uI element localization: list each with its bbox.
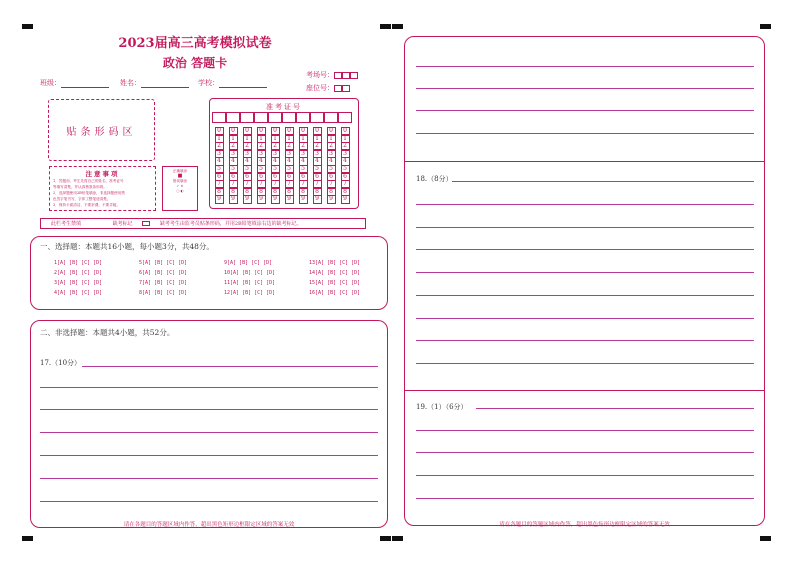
digit-bubble[interactable]: 0	[338, 127, 352, 135]
absent-bar: 此栏考生禁填 缺考标记 缺考考生由监考员贴条形码，并用2B铅笔填涂右边的缺考标记。	[40, 218, 366, 229]
digit-bubble[interactable]: 4	[226, 157, 240, 165]
answer-line[interactable]	[416, 88, 754, 89]
digit-bubble[interactable]: 5	[268, 165, 282, 173]
question-18-label: 18.（8分）	[416, 175, 453, 183]
digit-bubble[interactable]: 2	[282, 142, 296, 150]
digit-bubble[interactable]: 7	[324, 180, 338, 188]
digit-bubble[interactable]: 0	[240, 127, 254, 135]
mcq-item-16[interactable]: 16[A] [B] [C] [D]	[309, 290, 361, 296]
digit-bubble[interactable]: 4	[212, 157, 226, 165]
answer-line[interactable]	[416, 249, 754, 250]
digit-bubble[interactable]: 9	[254, 195, 268, 203]
mcq-item-8[interactable]: 8[A] [B] [C] [D]	[139, 290, 188, 296]
digit-bubble[interactable]: 7	[282, 180, 296, 188]
mcq-item-2[interactable]: 2[A] [B] [C] [D]	[54, 270, 103, 276]
digit-bubble[interactable]: 2	[240, 142, 254, 150]
digit-bubble[interactable]: 9	[240, 195, 254, 203]
digit-bubble[interactable]: 0	[254, 127, 268, 135]
answer-line[interactable]	[416, 363, 754, 364]
footer-note-right: 请在各题目的答题区域内作答，超出黑色矩形边框限定区域的答案无效	[499, 522, 670, 528]
mcq-item-5[interactable]: 5[A] [B] [C] [D]	[139, 260, 188, 266]
digit-bubble[interactable]: 9	[338, 195, 352, 203]
exam-room-field[interactable]: 考场号：	[306, 70, 358, 80]
digit-bubble[interactable]: 1	[296, 135, 310, 143]
digit-bubble[interactable]: 3	[254, 150, 268, 158]
digit-bubble[interactable]: 3	[212, 150, 226, 158]
timing-mark	[392, 536, 403, 541]
digit-bubble[interactable]: 3	[268, 150, 282, 158]
digit-bubble[interactable]: 1	[324, 135, 338, 143]
exam-number-cells[interactable]	[212, 112, 352, 123]
digit-bubble[interactable]: 6	[268, 173, 282, 181]
digit-bubble[interactable]: 9	[324, 195, 338, 203]
section-divider	[404, 390, 765, 391]
digit-bubble[interactable]: 5	[282, 165, 296, 173]
digit-bubble[interactable]: 1	[212, 135, 226, 143]
digit-bubble[interactable]: 1	[254, 135, 268, 143]
digit-bubble[interactable]: 2	[296, 142, 310, 150]
digit-bubble[interactable]: 1	[282, 135, 296, 143]
answer-line[interactable]	[416, 498, 754, 499]
digit-bubble[interactable]: 6	[212, 173, 226, 181]
digit-bubble[interactable]: 1	[240, 135, 254, 143]
section1-title: 一、选择题：本题共16小题，每小题3分，共48分。	[40, 242, 214, 251]
digit-bubble[interactable]: 6	[324, 173, 338, 181]
mcq-item-13[interactable]: 13[A] [B] [C] [D]	[309, 260, 361, 266]
mcq-item-10[interactable]: 10[A] [B] [C] [D]	[224, 270, 276, 276]
answer-line[interactable]	[416, 66, 754, 67]
digit-bubble[interactable]: 2	[338, 142, 352, 150]
seat-field[interactable]: 座位号：	[306, 83, 350, 93]
digit-bubble[interactable]: 0	[310, 127, 324, 135]
digit-bubble[interactable]: 6	[338, 173, 352, 181]
digit-bubble[interactable]: 1	[226, 135, 240, 143]
timing-mark	[392, 24, 403, 29]
digit-bubble[interactable]: 6	[310, 173, 324, 181]
notes-line: 1．答题前，考生先将自己的姓名、准考证号	[53, 179, 124, 183]
digit-bubble[interactable]: 5	[310, 165, 324, 173]
digit-bubble[interactable]: 7	[310, 180, 324, 188]
mcq-item-7[interactable]: 7[A] [B] [C] [D]	[139, 280, 188, 286]
answer-line[interactable]	[40, 478, 378, 479]
digit-bubble[interactable]: 3	[240, 150, 254, 158]
digit-bubble[interactable]: 9	[296, 195, 310, 203]
digit-row	[212, 195, 352, 203]
digit-bubble[interactable]: 8	[338, 188, 352, 196]
timing-mark	[380, 24, 391, 29]
digit-bubble[interactable]: 5	[296, 165, 310, 173]
digit-bubble[interactable]: 6	[296, 173, 310, 181]
digit-bubble[interactable]: 2	[268, 142, 282, 150]
digit-bubble[interactable]: 8	[296, 188, 310, 196]
digit-bubble[interactable]: 8	[310, 188, 324, 196]
digit-bubble[interactable]: 5	[254, 165, 268, 173]
digit-bubble[interactable]: 3	[282, 150, 296, 158]
mcq-item-14[interactable]: 14[A] [B] [C] [D]	[309, 270, 361, 276]
digit-bubble[interactable]: 5	[212, 165, 226, 173]
digit-bubble[interactable]: 3	[338, 150, 352, 158]
digit-bubble[interactable]: 4	[296, 157, 310, 165]
digit-bubble[interactable]: 2	[226, 142, 240, 150]
digit-bubble[interactable]: 5	[240, 165, 254, 173]
answer-line[interactable]	[416, 133, 754, 134]
digit-bubble[interactable]: 6	[282, 173, 296, 181]
notes-box	[49, 166, 156, 211]
digit-bubble[interactable]: 0	[296, 127, 310, 135]
digit-bubble[interactable]: 1	[338, 135, 352, 143]
digit-bubble[interactable]: 4	[254, 157, 268, 165]
digit-bubble[interactable]: 2	[254, 142, 268, 150]
answer-line[interactable]	[416, 430, 754, 431]
page-title: 2023届高三高考模拟试卷	[118, 36, 272, 51]
answer-line[interactable]	[416, 452, 754, 453]
answer-line[interactable]	[416, 272, 754, 273]
digit-bubble[interactable]: 7	[254, 180, 268, 188]
footer-note-left: 请在各题目的答题区域内作答，超出黑色矩形边框限定区域的答案无效	[123, 522, 295, 528]
digit-bubble[interactable]: 3	[296, 150, 310, 158]
mcq-item-6[interactable]: 6[A] [B] [C] [D]	[139, 270, 188, 276]
digit-bubble[interactable]: 7	[296, 180, 310, 188]
digit-bubble[interactable]: 2	[310, 142, 324, 150]
digit-bubble[interactable]: 4	[338, 157, 352, 165]
digit-bubble[interactable]: 9	[268, 195, 282, 203]
section2-title: 二、非选择题：本题共4小题，共52分。	[40, 328, 175, 337]
answer-line[interactable]	[416, 295, 754, 296]
answer-line[interactable]	[476, 408, 754, 409]
digit-bubble[interactable]: 2	[324, 142, 338, 150]
timing-mark	[760, 536, 771, 541]
digit-bubble[interactable]: 4	[310, 157, 324, 165]
mcq-item-3[interactable]: 3[A] [B] [C] [D]	[54, 280, 103, 286]
digit-bubble[interactable]: 3	[324, 150, 338, 158]
digit-bubble[interactable]: 9	[310, 195, 324, 203]
digit-bubble[interactable]: 4	[282, 157, 296, 165]
digit-bubble[interactable]: 9	[226, 195, 240, 203]
digit-bubble[interactable]: 3	[310, 150, 324, 158]
fill-example-box: 正确填涂 ■ 错误填涂 ✓ ✕ ○ ◐	[162, 166, 198, 211]
notes-line: 3．保持卡面清洁，不要折叠，不要弄破。	[53, 203, 120, 207]
digit-bubble[interactable]: 7	[212, 180, 226, 188]
answer-line[interactable]	[40, 501, 378, 502]
digit-bubble[interactable]: 9	[282, 195, 296, 203]
mcq-item-12[interactable]: 12[A] [B] [C] [D]	[224, 290, 276, 296]
mcq-item-4[interactable]: 4[A] [B] [C] [D]	[54, 290, 103, 296]
exam-number-label: 准考证号	[266, 103, 302, 111]
digit-bubble[interactable]: 7	[268, 180, 282, 188]
answer-line[interactable]	[416, 475, 754, 476]
digit-bubble[interactable]: 6	[254, 173, 268, 181]
notes-line: 2．选择题使用2B铅笔填涂，非选择题使用黑	[53, 191, 125, 195]
timing-mark	[22, 536, 33, 541]
exam-number-box	[209, 98, 359, 209]
answer-line[interactable]	[416, 318, 754, 319]
timing-mark	[380, 536, 391, 541]
timing-mark	[760, 24, 771, 29]
notes-heading: 注意事项	[85, 170, 120, 178]
name-field[interactable]: 姓名：	[120, 78, 189, 88]
digit-bubble[interactable]: 7	[240, 180, 254, 188]
school-field[interactable]: 学校：	[198, 78, 267, 88]
digit-bubble[interactable]: 5	[226, 165, 240, 173]
digit-bubble[interactable]: 0	[268, 127, 282, 135]
digit-bubble[interactable]: 8	[226, 188, 240, 196]
digit-bubble[interactable]: 8	[324, 188, 338, 196]
answer-line[interactable]	[40, 432, 378, 433]
question-19-label: 19.（1）（6分）	[416, 403, 468, 411]
digit-bubble[interactable]: 3	[226, 150, 240, 158]
digit-bubble[interactable]: 0	[226, 127, 240, 135]
digit-bubble[interactable]: 4	[268, 157, 282, 165]
answer-line[interactable]	[416, 110, 754, 111]
digit-bubble[interactable]: 8	[240, 188, 254, 196]
digit-bubble[interactable]: 8	[212, 188, 226, 196]
mcq-item-9[interactable]: 9[A] [B] [C] [D]	[224, 260, 273, 266]
digit-bubble[interactable]: 7	[226, 180, 240, 188]
mcq-item-1[interactable]: 1[A] [B] [C] [D]	[54, 260, 103, 266]
notes-line: 等填写清楚，并认真核准条形码。	[53, 185, 107, 189]
digit-bubble[interactable]: 4	[324, 157, 338, 165]
digit-bubble[interactable]: 2	[212, 142, 226, 150]
timing-mark	[22, 24, 33, 29]
digit-bubble[interactable]: 5	[324, 165, 338, 173]
question-17-label: 17.（10分）	[40, 359, 82, 367]
digit-bubble[interactable]: 4	[240, 157, 254, 165]
answer-line[interactable]	[40, 455, 378, 456]
mcq-item-15[interactable]: 15[A] [B] [C] [D]	[309, 280, 361, 286]
digit-bubble[interactable]: 0	[282, 127, 296, 135]
digit-bubble[interactable]: 8	[268, 188, 282, 196]
digit-bubble[interactable]: 7	[338, 180, 352, 188]
section-divider	[404, 161, 765, 162]
page-subtitle: 政治 答题卡	[162, 56, 228, 70]
barcode-area: 贴条形码区	[48, 99, 155, 161]
digit-bubble[interactable]: 8	[254, 188, 268, 196]
answer-line[interactable]	[416, 204, 754, 205]
digit-bubble[interactable]: 1	[268, 135, 282, 143]
notes-line: 色签字笔书写，字体工整笔迹清楚。	[53, 197, 111, 201]
digit-bubble[interactable]: 9	[212, 195, 226, 203]
answer-line[interactable]	[452, 181, 754, 182]
digit-bubble[interactable]: 6	[226, 173, 240, 181]
answer-line[interactable]	[40, 387, 378, 388]
digit-bubble[interactable]: 6	[240, 173, 254, 181]
answer-line[interactable]	[416, 340, 754, 341]
digit-bubble[interactable]: 1	[310, 135, 324, 143]
section2-panel	[30, 320, 388, 528]
digit-bubble[interactable]: 0	[324, 127, 338, 135]
class-field[interactable]: 班级：	[40, 78, 109, 88]
answer-line[interactable]	[82, 366, 378, 367]
digit-bubble[interactable]: 5	[338, 165, 352, 173]
answer-line[interactable]	[416, 227, 754, 228]
answer-line[interactable]	[40, 409, 378, 410]
digit-bubble[interactable]: 0	[212, 127, 226, 135]
digit-bubble[interactable]: 8	[282, 188, 296, 196]
absent-checkbox[interactable]	[142, 221, 150, 226]
mcq-item-11[interactable]: 11[A] [B] [C] [D]	[224, 280, 276, 286]
